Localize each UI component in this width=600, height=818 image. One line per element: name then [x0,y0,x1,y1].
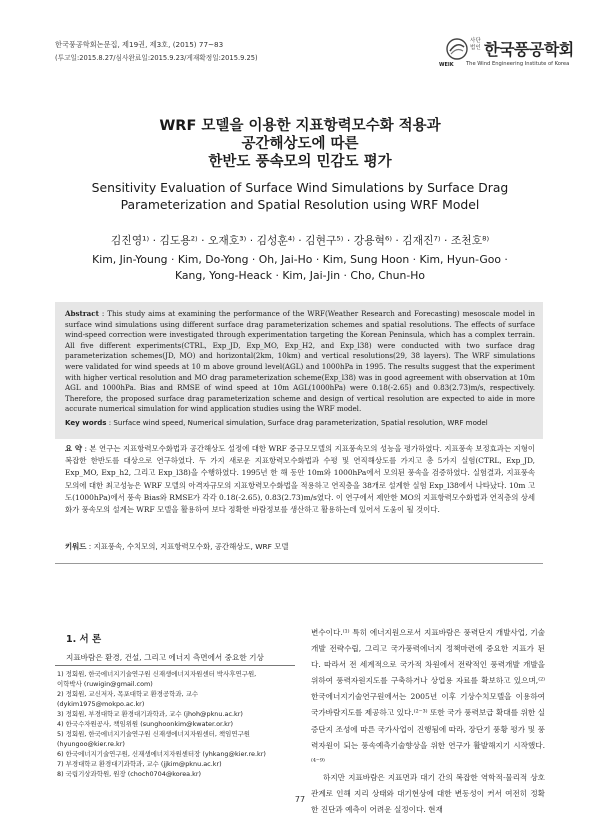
footnote-line: 1) 정회원, 한국에너지기술연구원 신재생에너지자원센터 박사후연구원, [57,670,257,678]
society-logo-icon [446,38,468,60]
footnote-line: 4) 한국수자원공사, 책임위원 (sunghoonkim@kwater.or.kr) [57,720,234,728]
abstract-text: Abstract : This study aims at examining the performance of the WRF(Weather Research and Forecasting) mesoscale model in surface wind simulations using different surface drag parameterization schemes and spatial resolutions. The effects of surface wind-speed correction were investigated through experimentation targeting the Korean Peninsula, which has a complex terrain. All five different experiments(CTRL, Exp_JD, Exp_MO, Exp_H2, and Exp_l38) were conducted with two surface drag parameterization schemes(JD, MO) and horizontal(2km, 10km) and vertical resolutions(29, 38 layers). The WRF simulations were validated for wind speeds at 10 m above ground level(AGL) and 1000hPa in 1995. The results suggest that the experiment with higher vertical resolution and MO drag parameterization scheme(Exp_l38) was in good agreement with observation at 10m AGL and 1000hPa. Bias and RMSE of wind speed at 10m AGL(1000hPa) were 0.18(-2.65) and 0.83(2.73)m/s, respectively. Therefore, the proposed surface drag parameterization scheme and design of vertical resolution are expected to aide in more accurate numerical simulation for wind application studies using the WRF model. [65,309,535,414]
summary-label: 요 약 [65,444,82,453]
footnote-line: 2) 정회원, 교신저자, 목포대학교 환경공학과, 교수 [57,690,199,698]
logo-corporate-label: 사단 법인 [470,38,481,51]
english-keywords: Key words : Surface wind speed, Numerical simulation, Surface drag parameterization, Spatial resolution, WRF model [65,418,488,427]
page-number: 77 [294,795,306,804]
summary-divider [55,563,543,564]
footnote-line: 5) 정회원, 한국에너지기술연구원 신재생에너지자원센터, 책임연구원 [57,730,251,738]
footnote-line: 3) 정회원, 부경대학교 환경대기과학과, 교수 (jhoh@pknu.ac.kr) [57,710,243,718]
korean-summary: 요 약 : 본 연구는 지표항력모수화법과 공간해상도 설정에 대한 WRF 중규모모델의 지표풍속모의 성능을 평가하였다. 지표풍속 보정효과는 지형이 복잡한 한반도를 대상으로 연구하였다. 두 가지 새로운 지표항력모수화법과 수평 및 연직해상도를 가지고 총 5가지 실험(CTRL, Exp_JD, Exp_MO, Exp_h2, 그리고 Exp_l38)을 수행하였다. 1995년 한 해 동안 10m와 1000hPa에서 모의된 풍속을 검증하였다. 실험결과, 지표풍속모의에 대한 최고성능은 WRF 모델의 아격자규모의 지표항력모수화법을 적용하고 연직층을 38개로 설계한 실험 Exp_l38에서 나타났다. 10m 고도(1000hPa)에서 풍속 Bias와 RMSE가 각각 0.18(-2.65), 0.83(2.73)m/s였다. 이 연구에서 제안한 MO의 지표항력모수화법과 연직층의 상세화가 풍속모의 설계는 WRF 모델을 활용하여 보다 정확한 바람정보를 생산하고 활용하는데 있어서 도움이 될 것이다. [65,444,535,515]
submission-dates: (투고일:2015.8.27/심사완료일:2015.9.23/게재확정일:2015.9.25) [55,54,258,62]
authors-english-line-2: Kang, Yong-Heack · Kim, Jai-Jin · Cho, Chun-Ho [175,269,425,282]
korean-title-line-3: 한반도 풍속모의 민감도 평가 [208,154,392,170]
abstract-label: Abstract [65,309,99,318]
korean-keywords: 키워드 : 지표풍속, 수치모의, 지표항력모수화, 공간해상도, WRF 모델 [65,542,289,551]
society-name: 한국풍공학회 [484,40,574,59]
authors-english-line-1: Kim, Jin-Young · Kim, Do-Yong · Oh, Jai-Ho · Kim, Sung Hoon · Kim, Hyun-Goo · [92,253,508,266]
introduction-paragraph-1: 변수이다.⁽¹⁾ 특히 에너지원으로서 지표바람은 풍력단지 개발사업, 기술개발 전략수립, 그리고 국가풍력에너지 정책마련에 중요한 지표가 된다. 따라서 전 세계적으로 국가적 차원에서 전략적인 풍력개발 개발을 위하여 풍력자원지도를 구축하거나 상업용 자료를 확보하고 있으며,⁽²⁾ 한국에너지기술연구원에서는 2005년 이후 기상수치모델을 이용하여 국가바람지도를 제공하고 있다.⁽²⁻³⁾ 또한 국가 풍력보급 확대를 위한 실증단지 조성에 따른 국가사업이 진행됨에 따라, 장단기 풍황 평가 및 풍력자원이 되는 풍속예측기술향상을 위한 연구가 활발해지기 시작했다.⁽⁴⁻⁹⁾ [311,628,545,766]
footnote-line: 6) 한국에너지기술연구원, 신재생에너지자원센터장 (yhkang@kier.re.kr) [57,750,266,758]
journal-citation: 한국풍공학회논문집, 제19권, 제3호, (2015) 77~83 [55,40,224,49]
section-heading-introduction: 1. 서 론 [66,634,102,645]
introduction-first-line: 지표바람은 환경, 건설, 그리고 에너지 측면에서 중요한 기상 [66,653,264,662]
introduction-paragraph-2: 하지만 지표바람은 지표면과 대기 간의 복잡한 역학적·물리적 상호관계로 인해 지리 상태와 대기현상에 대한 변동성이 커서 여전히 정확한 진단과 예측이 어려운 실정이다. 현재 [311,772,545,815]
footnote-line: 8) 국립기상과학원, 원장 (choch0704@korea.kr) [57,770,202,778]
footnote-line: 이학박사 (ruwigin@gmail.com) [57,680,153,688]
footnote-line: 7) 부경대학교 환경대기과학과, 교수 (jjkim@pknu.ac.kr) [57,760,222,768]
authors-korean: 김진영¹⁾ · 김도용²⁾ · 오재호³⁾ · 김성훈⁴⁾ · 김현구⁵⁾ · 강용혁⁶⁾ · 김재진⁷⁾ · 조천호⁸⁾ [110,234,490,247]
introduction-right-column [311,625,545,818]
footnote-divider [55,665,295,666]
korean-title-line-1: WRF 모델을 이용한 지표항력모수화 적용과 [159,118,441,134]
logo-weik: WEIK [439,62,454,68]
footnote-line: (hyungoo@kier.re.kr) [57,740,125,748]
logo-tagline: The Wind Engineering Institute of Korea [466,61,570,67]
english-title-line-2: Parameterization and Spatial Resolution using WRF Model [120,197,480,212]
footnote-line: (dykim1975@mokpo.ac.kr) [57,700,145,708]
korean-title-line-2: 공간해상도에 따른 [241,136,359,152]
english-title-line-1: Sensitivity Evaluation of Surface Wind Simulations by Surface Drag [91,180,509,195]
